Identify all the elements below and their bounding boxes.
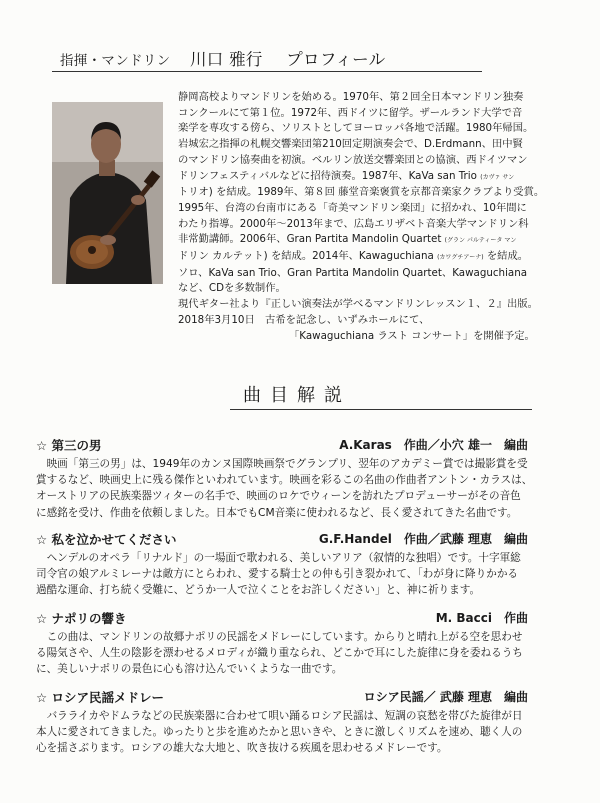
description-line: 本人に愛されてきました。ゆったりと歩を進めたかと思いきや、ときに激しくリズムを速め、聴く人の — [36, 726, 523, 739]
description-line: ヘンデルのオペラ「リナルド」の一場面で歌われる、美しいアリア（叙情的な独唱）です。十字軍総 — [36, 552, 521, 564]
reading-note: (カワグチアーナ) — [437, 254, 484, 262]
bio-line: など、CDを多数制作。 — [178, 282, 286, 295]
piece-description — [36, 550, 536, 599]
bio-text: 非常勤講師。2006年、Gran Partita Mandolin Quartet — [178, 233, 442, 246]
bio-line — [178, 249, 538, 266]
description-line: 過酷な運命、打ち続く受難に、どうか一人で泣くことをお許しください」と、神に祈ります。 — [36, 584, 481, 597]
piece-credit: G.F.Handel 作曲／武藤 理恵 編曲 — [318, 532, 528, 546]
bio-line: 現代ギター社より『正しい演奏法が学べるマンドリンレッスン１、２』出版。 — [178, 298, 538, 311]
piece-title: ☆ ナポリの響き — [36, 611, 127, 626]
bio-text: を結成。 — [486, 250, 529, 263]
description-line: 司令官の娘アルミレーナは敵方にとらわれ、愛する騎士との仲も引き裂かれて、「わが身に降りかかる — [36, 568, 519, 581]
profile-biography — [178, 90, 545, 344]
bio-line: 2018年3月10日 古希を記念し、いずみホールにて、 — [178, 313, 430, 326]
bio-line: わたり指導。2000年～2013年まで、広島エリザベト音楽大学マンドリン科 — [178, 217, 529, 230]
description-line: に、美しいナポリの景色に心も溶け込んでいくような一曲です。 — [36, 663, 343, 676]
piece-credit: A.Karas 作曲／小穴 雄一 編曲 — [339, 438, 528, 452]
piece-title: ☆ 私を泣かせてください — [36, 532, 177, 547]
bio-line: ソロ、KaVa san Trio、Gran Partita Mandolin Quartet、Kawaguchiana — [178, 266, 528, 279]
performer-photo — [52, 102, 163, 284]
reading-note: (グラン パルティータ マン — [444, 237, 517, 245]
bio-line: 楽学を専攻する傍ら、ソリストとしてヨーロッパ各地で活躍。1980年帰国。 — [178, 122, 534, 135]
bio-line — [178, 169, 538, 186]
bio-line: 「Kawaguchiana ラスト コンサート」を開催予定。 — [289, 329, 535, 342]
description-line: バラライカやドムラなどの民族楽器に合わせて唄い踊るロシア民謡は、短調の哀愁を帯びた旋律が日 — [36, 710, 523, 722]
profile-header — [60, 46, 385, 70]
program-divider — [230, 409, 532, 410]
bio-text: ドリンフェスティバルなどに招待演奏。1987年、KaVa san Trio — [178, 169, 477, 182]
mandolin-player-illustration — [52, 102, 163, 284]
bio-line: 1995年、台湾の台南市にある「奇美マンドリン楽団」に招かれ、10年間に — [178, 201, 527, 214]
bio-line: 岩城宏之指揮の札幌交響楽団第210回定期演奏会で、D.Erdmann、田中賢 — [178, 138, 523, 151]
bio-line: トリオ) を結成。1989年、第８回 藤堂音楽褒賞を京都音楽家クラブより受賞。 — [178, 186, 545, 199]
bio-line: 静岡高校よりマンドリンを始める。1970年、第２回全日本マンドリン独奏 — [178, 91, 524, 103]
bio-text: ドリン カルテット) を結成。2014年、Kawaguchiana — [178, 250, 434, 263]
performer-name: 川口 雅行 — [189, 50, 263, 69]
role-label: 指揮・マンドリン — [60, 53, 171, 69]
description-line: この曲は、マンドリンの故郷ナポリの民謡をメドレーにしています。からりと晴れ上がる空を思わせ — [36, 631, 523, 643]
description-line: 映画「第三の男」は、1949年のカンヌ国際映画祭でグランプリ、翌年のアカデミー賞では撮影賞を受 — [36, 458, 528, 470]
description-line: 心を揺さぶります。ロシアの雄大な大地と、吹き抜ける疾風を思わせるメドレーです。 — [36, 742, 448, 755]
piece-credit: ロシア民謡／ 武藤 理恵 編曲 — [363, 690, 528, 704]
reading-note: (カヴァ サン — [480, 173, 515, 181]
piece-description — [36, 456, 536, 521]
program-notes-title: 曲目解説 — [243, 385, 351, 406]
description-line: オーストリアの民族楽器ツィターの名手で、映画のロケでウィーンを訪れたプロデューサーがその音色 — [36, 490, 521, 503]
description-line: 賞するなど、映画史上に残る傑作といわれています。映画を彩るこの名曲の作曲者アントン・カラスは、 — [36, 474, 533, 487]
piece-description — [36, 708, 536, 757]
profile-heading: プロフィール — [286, 50, 386, 69]
piece-credit: M. Bacci 作曲 — [435, 611, 528, 625]
description-line: る陽気さや、人生の陰影を漂わせるメロディが織り重なられ、どこかで耳にした旋律に身を委ねるうち — [36, 647, 523, 660]
header-divider — [52, 71, 482, 72]
description-line: に感銘を受け、作曲を依頼しました。日本でもCM音楽に使われるなど、長く愛されてきた名曲です。 — [36, 506, 518, 519]
bio-line — [178, 232, 538, 249]
bio-line: コンクールにて第１位。1972年、西ドイツに留学。ザールランド大学で音 — [178, 106, 523, 119]
bio-line: のマンドリン協奏曲を初演。ベルリン放送交響楽団との協演、西ドイツマン — [178, 153, 528, 166]
piece-description — [36, 629, 536, 678]
piece-title: ☆ 第三の男 — [36, 438, 102, 453]
piece-title: ☆ ロシア民謡メドレー — [36, 690, 165, 705]
